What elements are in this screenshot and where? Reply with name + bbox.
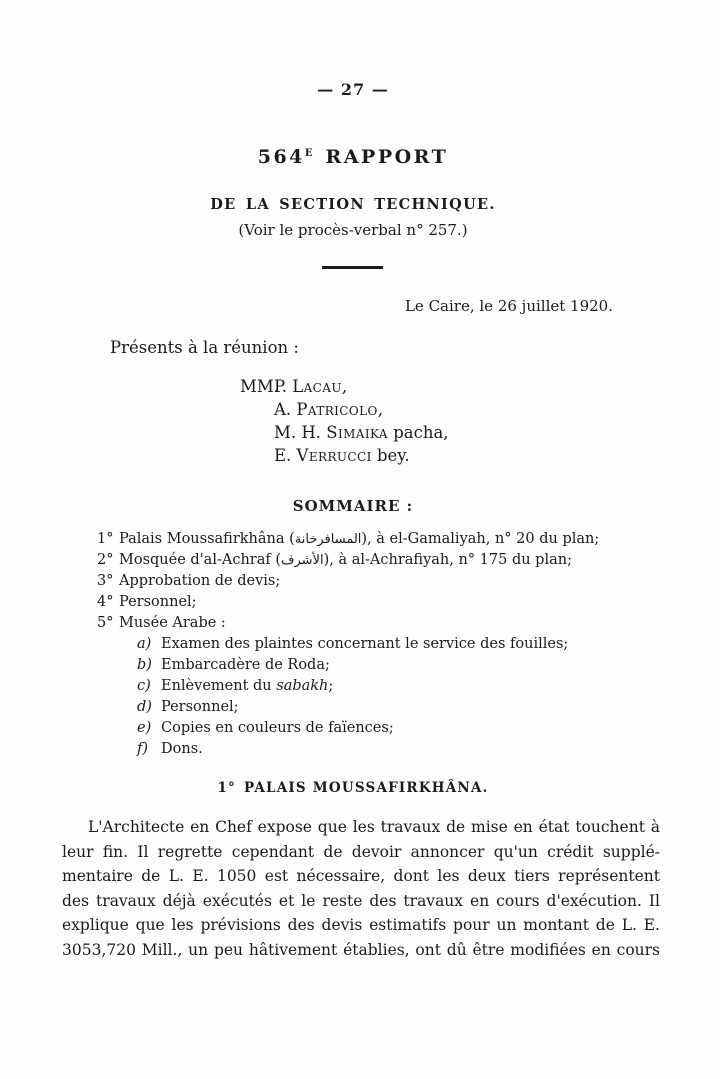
attendee-suffix: bey.	[371, 446, 410, 465]
section-heading-number: 1°	[217, 780, 236, 796]
attendee-initials: A.	[274, 400, 297, 419]
summary-item-number: 3°	[97, 573, 114, 589]
attendee-name	[274, 377, 347, 396]
attendee-suffix: ,	[377, 400, 383, 419]
summary-subitem-letter: a)	[137, 636, 152, 652]
attendee-name	[274, 446, 410, 465]
arabic-name: المسافرخانة	[294, 532, 362, 547]
summary-subitem	[97, 739, 667, 760]
summary-item-number: 1°	[97, 531, 114, 547]
summary-item-text-post: ), à al-Achrafiyah, n° 175 du plan;	[323, 552, 572, 568]
attendee-name	[274, 423, 449, 442]
summary-subitem-text	[161, 678, 333, 694]
summary-subitem	[97, 718, 667, 739]
reference-note: (Voir le procès-verbal n° 257.)	[238, 221, 468, 239]
summary-item-text	[119, 531, 599, 547]
summary-item-number: 2°	[97, 552, 114, 568]
attendees-heading: Présents à la réunion :	[110, 338, 299, 357]
summary-subitem-text: Personnel;	[161, 699, 239, 715]
summary-subitem-text: Dons.	[161, 741, 203, 757]
summary-subitem	[97, 655, 667, 676]
summary-subitem-letter: c)	[137, 678, 151, 694]
attendee-suffix: ,	[341, 377, 348, 396]
summary-subitem-text: Examen des plaintes concernant le service des fouilles;	[161, 636, 569, 652]
paragraph-line: L'Architecte en Chef expose que les travaux de mise en état touchent à	[88, 818, 660, 836]
section-divider	[322, 266, 383, 269]
report-title-word: RAPPORT	[325, 146, 449, 168]
paragraph-line: mentaire de L. E. 1050 est nécessaire, dont les deux tiers représentent	[62, 867, 660, 886]
paragraph-line: leur fin. Il regrette cependant de devoir annoncer qu'un crédit supplé-	[62, 842, 660, 861]
attendee-surname: Lacau	[292, 377, 342, 396]
attendee-initials: P.	[274, 377, 293, 396]
attendee-surname: Patricolo	[296, 400, 378, 419]
paragraph-line: des travaux déjà exécutés et le reste des travaux en cours d'exécution. Il	[62, 891, 660, 910]
summary-subitem-text: Embarcadère de Roda;	[161, 657, 330, 673]
summary-item-text-pre: Mosquée d'al-Achraf (	[119, 552, 281, 568]
section-heading	[0, 780, 706, 796]
summary-item	[97, 592, 667, 613]
summary-subitem-text-post: ;	[328, 678, 334, 694]
summary-item-text: Approbation de devis;	[119, 573, 281, 589]
summary-item	[97, 613, 667, 634]
attendee-row	[240, 421, 449, 444]
dateline: Le Caire, le 26 juillet 1920.	[404, 297, 613, 315]
page-number: — 27 —	[317, 80, 389, 99]
attendee-row	[240, 375, 449, 398]
summary-item-text: Musée Arabe :	[119, 615, 226, 631]
summary-subitem	[97, 697, 667, 718]
attendees-prefix: MM.	[240, 377, 280, 396]
report-title	[0, 146, 706, 168]
report-title-ordinal: E	[304, 148, 313, 159]
summary-item-text-post: ), à el-Gamaliyah, n° 20 du plan;	[361, 531, 600, 547]
summary-item-text-pre: Palais Moussafirkhâna (	[119, 531, 295, 547]
italic-term: sabakh	[276, 678, 329, 694]
summary-subitem-letter: d)	[137, 699, 152, 715]
section-heading-text: PALAIS MOUSSAFIRKHÂNA.	[244, 780, 489, 796]
summary-subitem-letter: b)	[137, 657, 152, 673]
summary-subitem-letter: e)	[137, 720, 152, 736]
report-subtitle: DE LA SECTION TECHNIQUE.	[210, 196, 496, 213]
attendee-name	[274, 400, 383, 419]
summary-item	[97, 571, 667, 592]
attendee-initials: M. H.	[274, 423, 327, 442]
summary-item-number: 4°	[97, 594, 114, 610]
summary-subitem	[97, 676, 667, 697]
summary-subitem-text-pre: Enlèvement du	[161, 678, 277, 694]
summary-subitem	[97, 634, 667, 655]
summary-subitem-letter: f)	[137, 741, 149, 757]
summary-subitem-text: Copies en couleurs de faïences;	[161, 720, 394, 736]
attendee-suffix: pacha,	[387, 423, 449, 442]
report-title-number: 564	[257, 146, 305, 168]
paragraph-line: 3053,720 Mill., un peu hâtivement établies, ont dû être modifiées en cours	[62, 940, 660, 959]
body-paragraph	[62, 815, 660, 963]
summary-item	[97, 550, 667, 571]
summary-heading: SOMMAIRE :	[292, 497, 414, 515]
arabic-name: الأشرف	[281, 553, 324, 568]
summary-item	[97, 529, 667, 550]
attendees-list	[240, 375, 449, 467]
paragraph-line: explique que les prévisions des devis estimatifs pour un montant de L. E.	[62, 916, 660, 935]
summary-item-number: 5°	[97, 615, 114, 631]
attendee-row	[240, 444, 449, 467]
attendee-row	[240, 398, 449, 421]
summary-item-text: Personnel;	[119, 594, 197, 610]
summary-item-text	[119, 552, 572, 568]
attendee-initials: E.	[274, 446, 297, 465]
summary-list	[97, 529, 667, 760]
attendee-surname: Verrucci	[296, 446, 372, 465]
attendee-surname: Simaika	[326, 423, 388, 442]
